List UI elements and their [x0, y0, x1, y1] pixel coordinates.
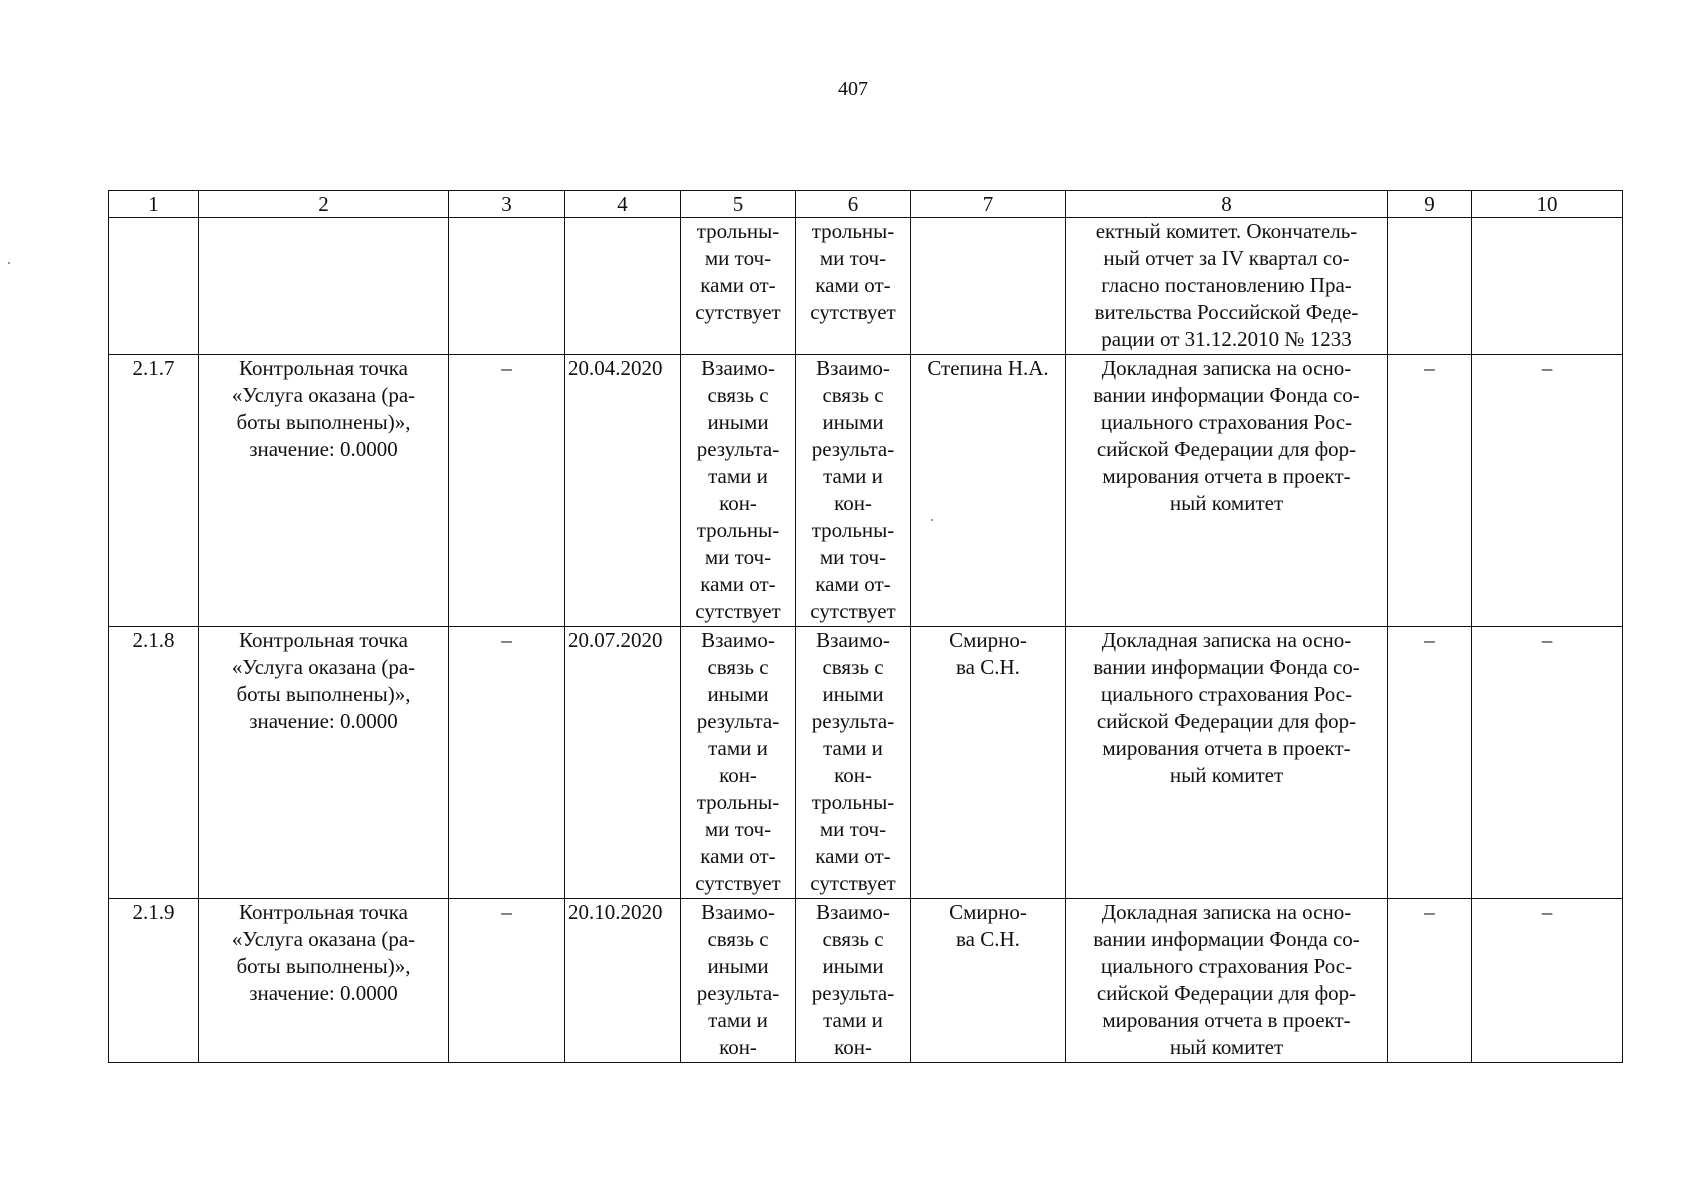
cell-text-line: кон-: [719, 1035, 757, 1059]
cell-text-line: иными: [822, 682, 884, 706]
cell-text-line: сийской Федерации для фор-: [1096, 437, 1357, 461]
cell-col-2: [199, 355, 449, 627]
cell-col-5: [681, 627, 796, 899]
cell-col-10: [1472, 899, 1623, 1063]
cell-text-line: трольны-: [696, 790, 780, 814]
cell-text-line: мирования отчета в проект-: [1102, 464, 1351, 488]
cell-col-6: [796, 355, 911, 627]
table-body: [109, 218, 1623, 1063]
cell-col-6: [796, 218, 911, 355]
cell-col-8: [1066, 899, 1388, 1063]
cell-text-line: боты выполнены)»,: [236, 954, 411, 978]
cell-col-3: [449, 355, 565, 627]
cell-col-4: [565, 355, 681, 627]
cell-text-line: ками от-: [815, 273, 891, 297]
cell-text-line: трольны-: [696, 518, 780, 542]
header-cell: 9: [1388, 191, 1472, 218]
cell-text-line: Докладная записка на осно-: [1101, 628, 1352, 652]
cell-text-line: Взаимо-: [816, 628, 890, 652]
cell-text-line: 20.10.2020: [568, 900, 663, 924]
cell-col-5: [681, 218, 796, 355]
header-cell: 6: [796, 191, 911, 218]
cell-col-7: [911, 627, 1066, 899]
cell-text-line: кон-: [834, 1035, 872, 1059]
cell-text-line: ва С.Н.: [956, 927, 1020, 951]
cell-text-line: сутствует: [810, 300, 896, 324]
cell-col-4: [565, 627, 681, 899]
cell-col-9: [1388, 218, 1472, 355]
cell-text-line: –: [501, 900, 512, 924]
cell-text-line: кон-: [834, 763, 872, 787]
cell-col-10: [1472, 218, 1623, 355]
cell-col-10: [1472, 627, 1623, 899]
cell-text-line: связь с: [707, 655, 769, 679]
cell-text-line: сутствует: [695, 599, 781, 623]
cell-text-line: связь с: [822, 655, 884, 679]
cell-col-5: [681, 899, 796, 1063]
cell-text-line: результа-: [696, 437, 780, 461]
cell-text-line: сутствует: [810, 871, 896, 895]
cell-col-2: [199, 627, 449, 899]
cell-text-line: Взаимо-: [816, 900, 890, 924]
cell-col-1: [109, 627, 199, 899]
cell-col-4: [565, 899, 681, 1063]
cell-text-line: 20.04.2020: [568, 356, 663, 380]
cell-text-line: ми точ-: [819, 545, 887, 569]
cell-text-line: 20.07.2020: [568, 628, 663, 652]
cell-text-line: –: [1541, 628, 1553, 652]
cell-text-line: Контрольная точка: [238, 900, 408, 924]
cell-text-line: иными: [707, 682, 769, 706]
cell-text-line: «Услуга оказана (ра-: [231, 927, 416, 951]
cell-text-line: тами и: [823, 464, 883, 488]
cell-text-line: сутствует: [810, 599, 896, 623]
cell-text-line: трольны-: [811, 790, 895, 814]
cell-text-line: ками от-: [815, 844, 891, 868]
cell-col-9: [1388, 355, 1472, 627]
cell-text-line: вании информации Фонда со-: [1093, 655, 1360, 679]
cell-text-line: «Услуга оказана (ра-: [231, 383, 416, 407]
cell-col-7: [911, 218, 1066, 355]
cell-text-line: боты выполнены)»,: [236, 682, 411, 706]
cell-col-3: [449, 218, 565, 355]
cell-col-5: [681, 355, 796, 627]
table-header-row: [109, 191, 1623, 218]
cell-text-line: сийской Федерации для фор-: [1096, 981, 1357, 1005]
header-cell: 4: [565, 191, 681, 218]
cell-col-2: [199, 218, 449, 355]
cell-text-line: мирования отчета в проект-: [1102, 736, 1351, 760]
cell-text-line: ками от-: [700, 273, 776, 297]
cell-text-line: иными: [822, 954, 884, 978]
cell-text-line: циального страхования Рос-: [1100, 682, 1353, 706]
cell-text-line: ный отчет за IV квартал со-: [1103, 246, 1350, 270]
scan-speck: [931, 519, 933, 521]
table-row: [109, 355, 1623, 627]
cell-text-line: значение: 0.0000: [249, 437, 398, 461]
cell-col-8: [1066, 355, 1388, 627]
cell-text-line: 2.1.9: [132, 900, 175, 924]
cell-text-line: «Услуга оказана (ра-: [231, 655, 416, 679]
cell-text-line: ми точ-: [704, 545, 772, 569]
cell-text-line: сутствует: [695, 300, 781, 324]
cell-text-line: ва С.Н.: [956, 655, 1020, 679]
cell-text-line: ми точ-: [704, 817, 772, 841]
cell-text-line: вании информации Фонда со-: [1093, 927, 1360, 951]
cell-text-line: ми точ-: [819, 246, 887, 270]
cell-text-line: гласно постановлению Пра-: [1101, 273, 1352, 297]
cell-col-8: [1066, 627, 1388, 899]
cell-text-line: сийской Федерации для фор-: [1096, 709, 1357, 733]
cell-text-line: тами и: [708, 464, 768, 488]
cell-text-line: Смирно-: [949, 628, 1027, 652]
cell-text-line: Взаимо-: [701, 356, 775, 380]
cell-text-line: ками от-: [700, 572, 776, 596]
cell-text-line: результа-: [811, 981, 895, 1005]
cell-text-line: ектный комитет. Окончатель-: [1095, 219, 1358, 243]
cell-text-line: связь с: [822, 383, 884, 407]
cell-text-line: –: [1541, 356, 1553, 380]
cell-text-line: Контрольная точка: [238, 356, 408, 380]
cell-text-line: ми точ-: [819, 817, 887, 841]
cell-col-3: [449, 627, 565, 899]
cell-text-line: ный комитет: [1169, 1035, 1284, 1059]
cell-col-7: [911, 899, 1066, 1063]
cell-text-line: тами и: [823, 736, 883, 760]
cell-text-line: результа-: [696, 709, 780, 733]
cell-col-4: [565, 218, 681, 355]
cell-text-line: ками от-: [815, 572, 891, 596]
header-cell: 7: [911, 191, 1066, 218]
cell-text-line: мирования отчета в проект-: [1102, 1008, 1351, 1032]
cell-text-line: связь с: [822, 927, 884, 951]
cell-text-line: Смирно-: [949, 900, 1027, 924]
cell-text-line: тами и: [823, 1008, 883, 1032]
cell-col-2: [199, 899, 449, 1063]
cell-col-1: [109, 899, 199, 1063]
cell-text-line: –: [1424, 628, 1435, 652]
table-row: [109, 899, 1623, 1063]
header-cell: 5: [681, 191, 796, 218]
schedule-table: [108, 190, 1623, 1063]
cell-text-line: результа-: [811, 709, 895, 733]
header-cell: 10: [1472, 191, 1623, 218]
cell-text-line: Взаимо-: [701, 628, 775, 652]
cell-text-line: результа-: [696, 981, 780, 1005]
header-cell: 1: [109, 191, 199, 218]
cell-text-line: ками от-: [700, 844, 776, 868]
cell-text-line: значение: 0.0000: [249, 709, 398, 733]
cell-text-line: 2.1.8: [132, 628, 175, 652]
header-cell: 8: [1066, 191, 1388, 218]
cell-col-8: [1066, 218, 1388, 355]
cell-text-line: тами и: [708, 1008, 768, 1032]
cell-text-line: циального страхования Рос-: [1100, 954, 1353, 978]
cell-text-line: рации от 31.12.2010 № 1233: [1101, 327, 1352, 351]
page-number: 407: [838, 78, 868, 100]
table-row: [109, 627, 1623, 899]
cell-text-line: Взаимо-: [701, 900, 775, 924]
cell-col-6: [796, 627, 911, 899]
cell-text-line: Докладная записка на осно-: [1101, 356, 1352, 380]
cell-text-line: кон-: [834, 491, 872, 515]
cell-text-line: результа-: [811, 437, 895, 461]
cell-col-6: [796, 899, 911, 1063]
cell-col-10: [1472, 355, 1623, 627]
cell-text-line: кон-: [719, 491, 757, 515]
cell-text-line: боты выполнены)»,: [236, 410, 411, 434]
table-row: [109, 218, 1623, 355]
cell-col-1: [109, 355, 199, 627]
cell-col-9: [1388, 627, 1472, 899]
cell-text-line: циального страхования Рос-: [1100, 410, 1353, 434]
cell-text-line: значение: 0.0000: [249, 981, 398, 1005]
cell-text-line: кон-: [719, 763, 757, 787]
cell-text-line: –: [501, 628, 512, 652]
cell-text-line: Степина Н.А.: [927, 356, 1049, 380]
cell-text-line: –: [1424, 900, 1435, 924]
cell-text-line: трольны-: [696, 219, 780, 243]
cell-col-9: [1388, 899, 1472, 1063]
cell-text-line: иными: [707, 410, 769, 434]
cell-text-line: ми точ-: [704, 246, 772, 270]
cell-text-line: связь с: [707, 383, 769, 407]
cell-col-7: [911, 355, 1066, 627]
scan-speck: [8, 262, 10, 264]
cell-text-line: трольны-: [811, 518, 895, 542]
cell-text-line: Контрольная точка: [238, 628, 408, 652]
cell-text-line: ный комитет: [1169, 491, 1284, 515]
cell-text-line: иными: [822, 410, 884, 434]
cell-text-line: сутствует: [695, 871, 781, 895]
cell-text-line: иными: [707, 954, 769, 978]
cell-text-line: вительства Российской Феде-: [1094, 300, 1359, 324]
header-cell: 2: [199, 191, 449, 218]
cell-text-line: трольны-: [811, 219, 895, 243]
cell-text-line: Докладная записка на осно-: [1101, 900, 1352, 924]
cell-col-3: [449, 899, 565, 1063]
cell-text-line: связь с: [707, 927, 769, 951]
cell-text-line: –: [501, 356, 512, 380]
cell-text-line: –: [1541, 900, 1553, 924]
cell-text-line: –: [1424, 356, 1435, 380]
cell-text-line: тами и: [708, 736, 768, 760]
cell-text-line: вании информации Фонда со-: [1093, 383, 1360, 407]
cell-text-line: Взаимо-: [816, 356, 890, 380]
header-cell: 3: [449, 191, 565, 218]
cell-text-line: ный комитет: [1169, 763, 1284, 787]
cell-col-1: [109, 218, 199, 355]
cell-text-line: 2.1.7: [132, 356, 175, 380]
